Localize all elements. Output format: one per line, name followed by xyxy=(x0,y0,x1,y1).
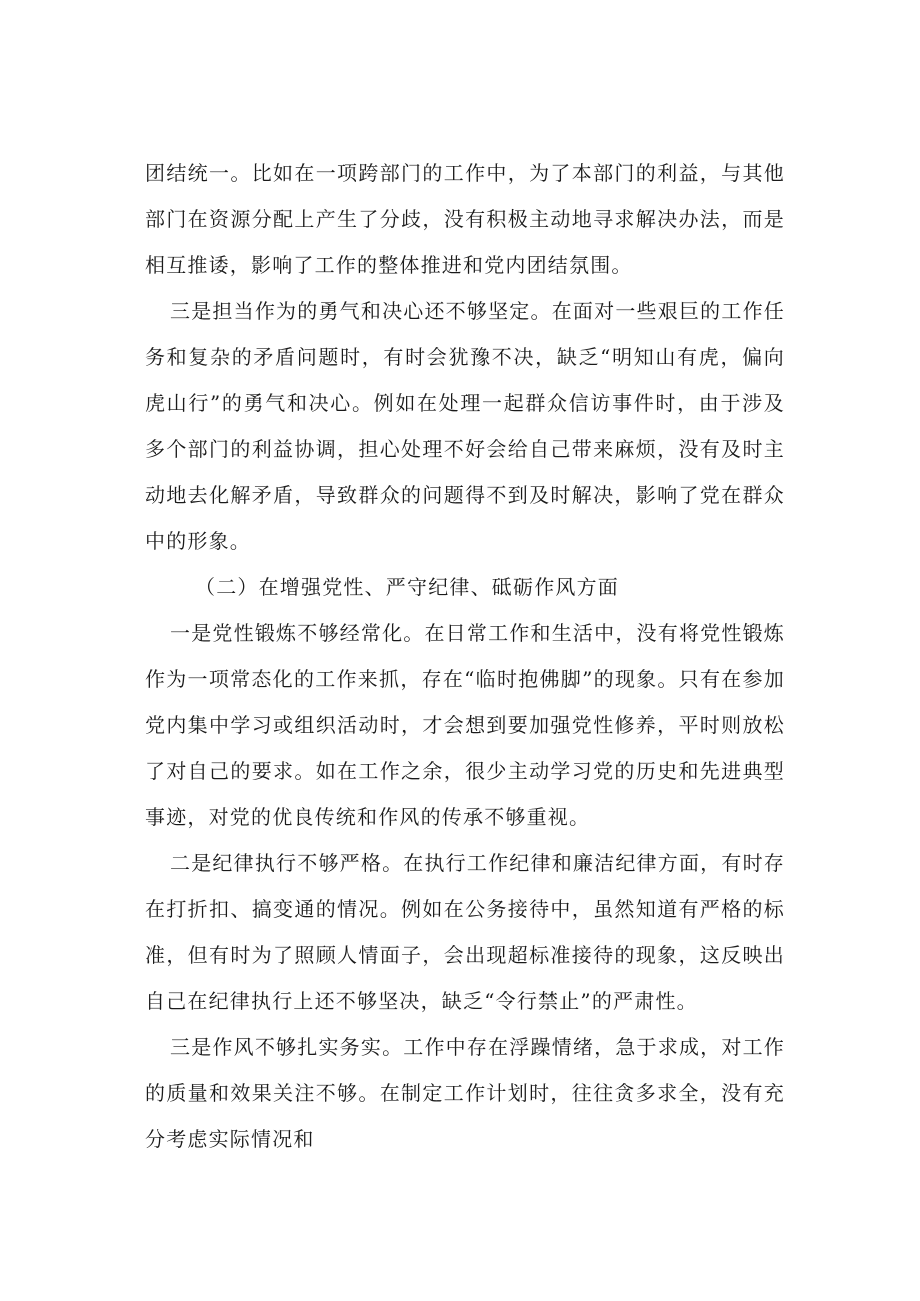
paragraph-work-style: 三是作风不够扎实务实。工作中存在浮躁情绪，急于求成，对工作的质量和效果关注不够。在制定工作计划时，往往贪多求全，没有充分考虑实际情况和 xyxy=(145,1035,785,1151)
document-body xyxy=(145,150,785,1162)
paragraph-party-spirit: 一是党性锻炼不够经常化。在日常工作和生活中，没有将党性锻炼作为一项常态化的工作来抓，存在“临时抱佛脚”的现象。只有在参加党内集中学习或组织活动时，才会想到要加强党性修养，平时则放松了对自己的要求。如在工作之余，很少主动学习党的历史和先进典型事迹，对党的优良传统和作风的传承不够重视。 xyxy=(145,621,785,829)
paragraph-courage-resolve: 三是担当作为的勇气和决心还不够坚定。在面对一些艰巨的工作任务和复杂的矛盾问题时，有时会犹豫不决，缺乏“明知山有虎，偏向虎山行”的勇气和决心。例如在处理一起群众信访事件时，由于涉及多个部门的利益协调，担心处理不好会给自己带来麻烦，没有及时主动地去化解矛盾，导致群众的问题得不到及时解决，影响了党在群众中的形象。 xyxy=(145,299,785,553)
paragraph-discipline: 二是纪律执行不够严格。在执行工作纪律和廉洁纪律方面，有时存在打折扣、搞变通的情况。例如在公务接待中，虽然知道有严格的标准，但有时为了照顾人情面子，会出现超标准接待的现象，这反映出自己在纪律执行上还不够坚决，缺乏“令行禁止”的严肃性。 xyxy=(145,851,785,1013)
paragraph-continuation: 团结统一。比如在一项跨部门的工作中，为了本部门的利益，与其他部门在资源分配上产生了分歧，没有积极主动地寻求解决办法，而是相互推诿，影响了工作的整体推进和党内团结氛围。 xyxy=(145,161,785,277)
section-heading: （二）在增强党性、严守纪律、砥砺作风方面 xyxy=(195,575,619,599)
